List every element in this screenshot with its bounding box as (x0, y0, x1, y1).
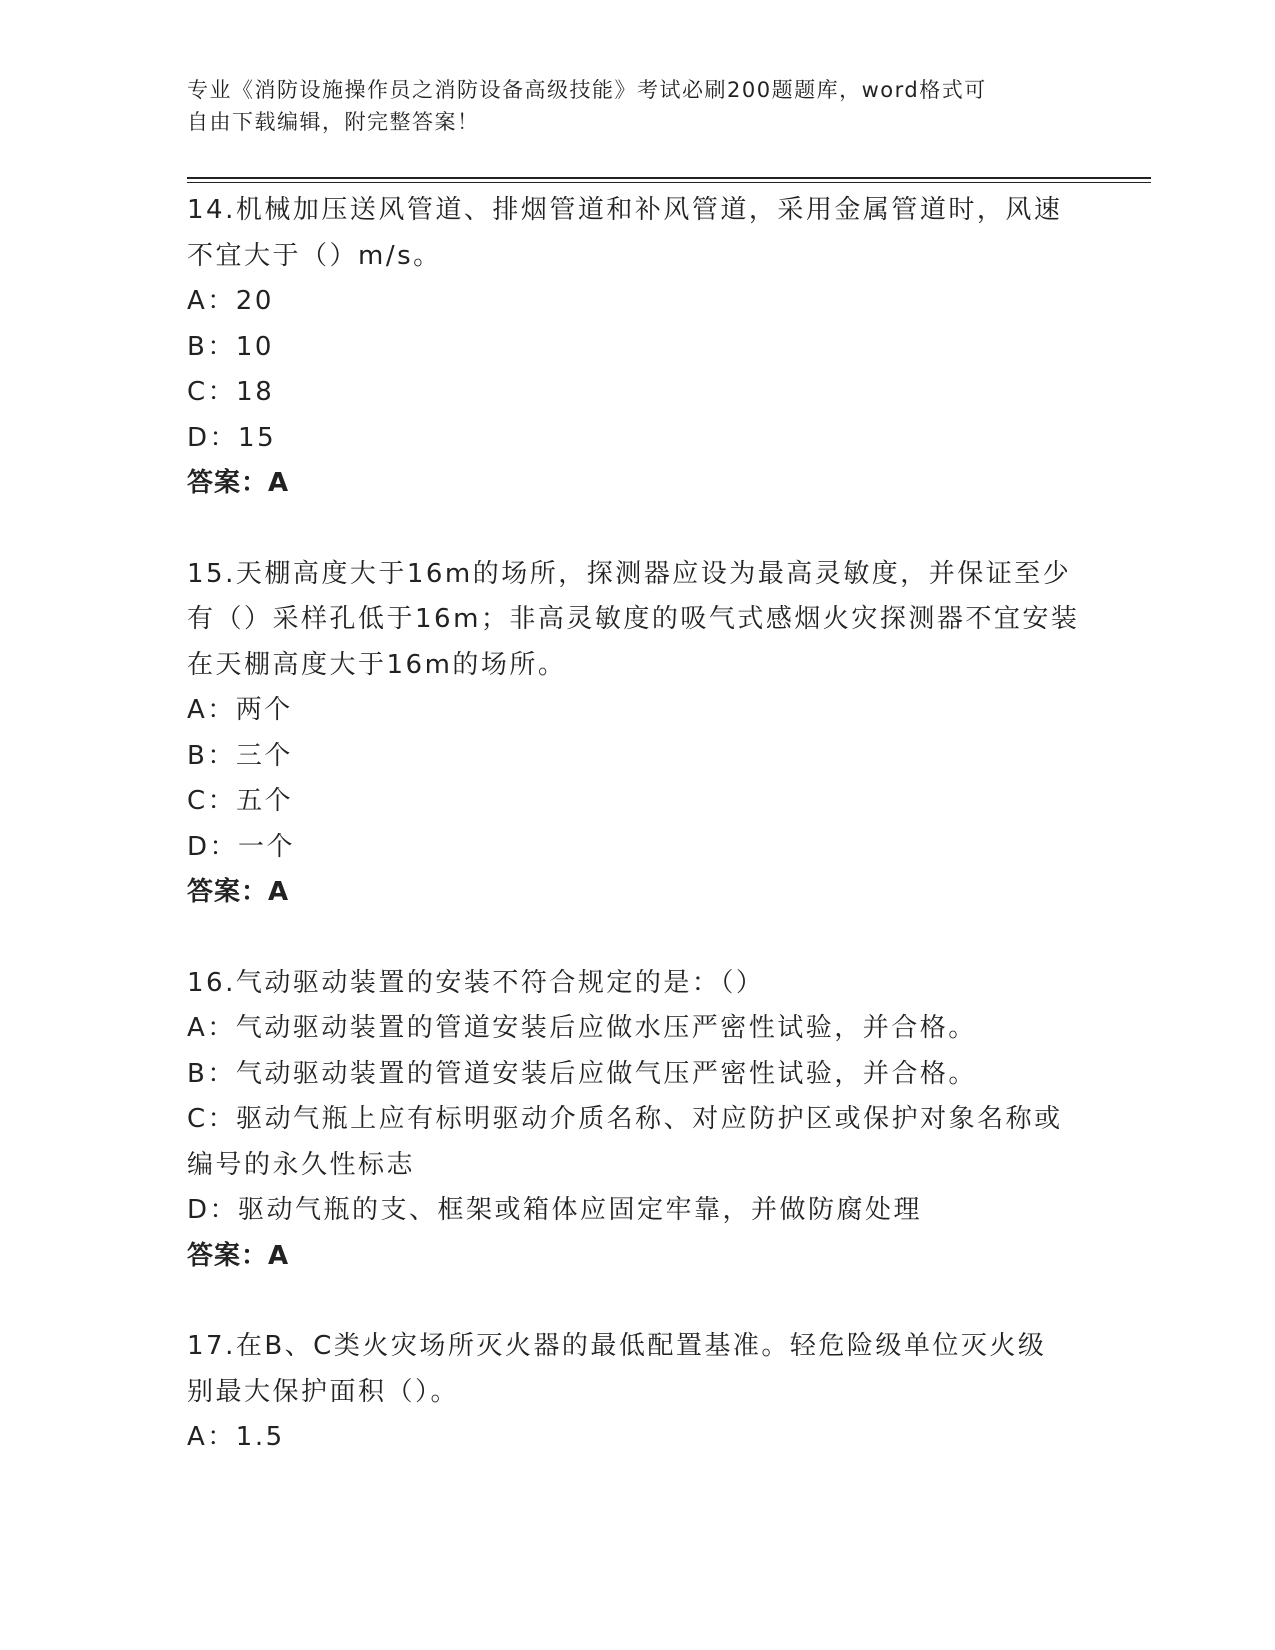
option-b (187, 1052, 1087, 1098)
option-label: A： (187, 1013, 236, 1043)
question-15 (187, 552, 1087, 916)
answer-line: 答案：A (187, 1240, 290, 1271)
option-label: A： (187, 1422, 236, 1452)
question-17 (187, 1324, 1087, 1461)
option-c-continued: 编号的永久性标志 (187, 1149, 416, 1180)
question-stem-line: 不宜大于（）m/s。 (187, 240, 442, 271)
option-d (187, 416, 1087, 462)
option-text: 两个 (235, 695, 293, 725)
document-header (187, 74, 1067, 138)
option-text: 五个 (236, 786, 294, 816)
question-list (187, 188, 1087, 1506)
option-d (187, 1188, 1087, 1234)
option-text: 20 (235, 286, 274, 316)
option-a (187, 1006, 1087, 1052)
option-text: 18 (236, 377, 275, 407)
option-text: 1.5 (235, 1422, 285, 1452)
option-text: 一个 (238, 831, 296, 862)
option-label: B： (187, 1058, 236, 1089)
option-text: 驱动气瓶的支、框架或箱体应固定牢靠，并做防腐处理 (238, 1195, 923, 1225)
option-a (187, 688, 1087, 734)
option-label: D： (187, 831, 239, 862)
option-label: D： (187, 422, 239, 453)
option-a (187, 279, 1087, 325)
option-text: 驱动气瓶上应有标明驱动介质名称、对应防护区或保护对象名称或 (236, 1104, 1063, 1134)
option-label: C： (187, 377, 237, 407)
question-stem-line: 14.机械加压送风管道、排烟管道和补风管道，采用金属管道时，风速 (187, 195, 1063, 225)
option-c (187, 779, 1087, 825)
option-text: 10 (235, 331, 274, 362)
option-b (187, 325, 1087, 371)
option-d (187, 825, 1087, 871)
question-stem-line: 17.在B、C类火灾场所灭火器的最低配置基准。轻危险级单位灭火级 (187, 1331, 1047, 1361)
option-label: A： (187, 695, 236, 725)
header-line-2: 自由下载编辑，附完整答案！ (187, 110, 480, 134)
option-text: 三个 (235, 740, 293, 771)
question-stem-line: 16.气动驱动装置的安装不符合规定的是：（） (187, 967, 765, 998)
header-divider-thick (187, 177, 1151, 179)
option-label: B： (187, 740, 236, 771)
question-14 (187, 188, 1087, 507)
option-label: C： (187, 786, 237, 816)
option-text: 气动驱动装置的管道安装后应做气压严密性试验，并合格。 (235, 1058, 977, 1089)
option-label: A： (187, 286, 236, 316)
question-stem-line: 有（）采样孔低于16m；非高灵敏度的吸气式感烟火灾探测器不宜安装 (187, 604, 1080, 634)
option-a (187, 1415, 1087, 1461)
answer-line: 答案：A (187, 468, 290, 498)
question-stem-line: 15.天棚高度大于16m的场所，探测器应设为最高灵敏度，并保证至少 (187, 558, 1072, 589)
option-b (187, 734, 1087, 780)
option-label: C： (187, 1104, 237, 1134)
question-16 (187, 961, 1087, 1280)
answer-line: 答案：A (187, 877, 290, 907)
option-text: 15 (238, 422, 277, 453)
option-text: 气动驱动装置的管道安装后应做水压严密性试验，并合格。 (235, 1013, 977, 1043)
option-c (187, 1097, 1087, 1143)
question-stem-line: 在天棚高度大于16m的场所。 (187, 649, 567, 680)
question-stem-line: 别最大保护面积（）。 (187, 1376, 460, 1407)
option-label: D： (187, 1195, 239, 1225)
option-c (187, 370, 1087, 416)
option-label: B： (187, 331, 236, 362)
header-divider-thin (187, 182, 1151, 183)
header-line-1: 专业《消防设施操作员之消防设备高级技能》考试必刷200题题库，word格式可 (187, 78, 987, 102)
